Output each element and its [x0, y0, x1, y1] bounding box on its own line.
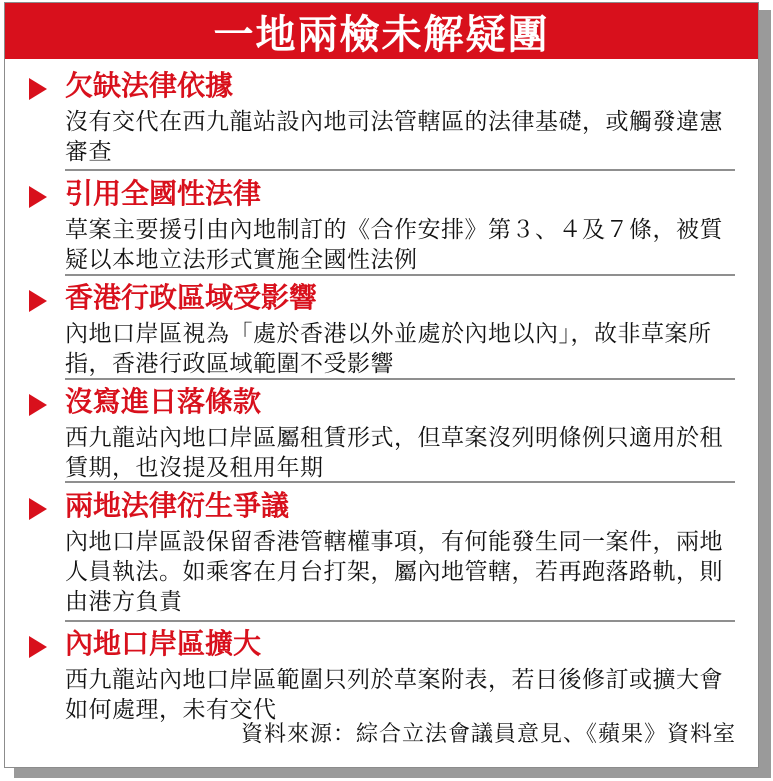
- triangle-right-icon: [29, 78, 47, 100]
- item-heading: 香港行政區域受影響: [65, 281, 318, 314]
- item-body: 西九龍站內地口岸區屬租賃形式，但草案沒列明條例只適用於租賃期，也沒提及租用年期: [65, 425, 723, 481]
- divider: [65, 378, 735, 380]
- item-body: 草案主要援引由內地制訂的《合作安排》第３、４及７條，被質疑以本地立法形式實施全國性法例: [65, 217, 723, 273]
- source-note: 資料來源：綜合立法會議員意見、《蘋果》資料室: [240, 722, 736, 747]
- item-body: 內地口岸區設保留香港管轄權事項，有何能發生同一案件，兩地人員執法。如乘客在月台打架，屬內地管轄，若再跑落路軌，則由港方負責: [65, 529, 723, 615]
- page-title: 一地兩檢未解疑團: [213, 11, 550, 58]
- item-heading: 欠缺法律依據: [65, 69, 234, 102]
- triangle-right-icon: [29, 394, 47, 416]
- divider: [65, 481, 735, 483]
- info-panel: [4, 2, 759, 768]
- item-heading: 沒寫進日落條款: [65, 385, 262, 418]
- item-heading: 引用全國性法律: [65, 177, 262, 210]
- item-body: 西九龍站內地口岸區範圍只列於草案附表，若日後修訂或擴大會如何處理，未有交代: [65, 667, 723, 723]
- item-body: 內地口岸區視為「處於香港以外並處於內地以內」，故非草案所指，香港行政區域範圍不受影響: [65, 321, 712, 377]
- item-heading: 兩地法律衍生爭議: [65, 489, 290, 522]
- triangle-right-icon: [29, 186, 47, 208]
- item-body: 沒有交代在西九龍站設內地司法管轄區的法律基礎，或觸發違憲審查: [65, 109, 723, 165]
- triangle-right-icon: [29, 290, 47, 312]
- divider: [65, 620, 735, 622]
- divider: [65, 274, 735, 276]
- divider: [65, 169, 735, 171]
- triangle-right-icon: [29, 498, 47, 520]
- title-bar: [5, 3, 758, 59]
- triangle-right-icon: [29, 636, 47, 658]
- item-heading: 內地口岸區擴大: [65, 627, 262, 660]
